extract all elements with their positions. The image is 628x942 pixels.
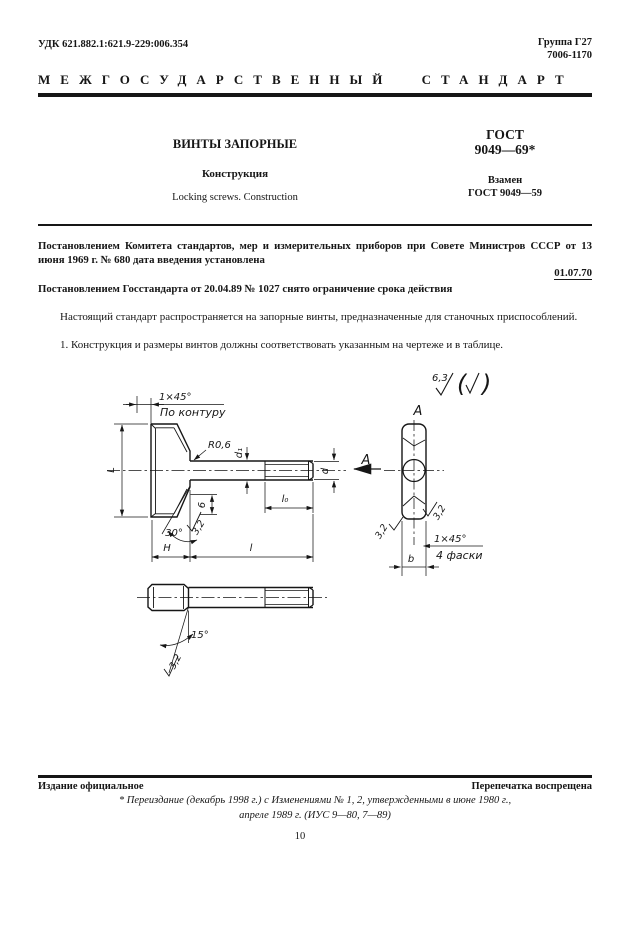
- dim-label-facets: 4 фаски: [436, 549, 483, 562]
- replaces-label: Взамен: [487, 175, 523, 186]
- decree-first: Постановлением Комитета стандартов, мер и измерительных приборов при Совете Министров СССР от 13 июня 1969 г. № 680 дата введения установлена: [38, 240, 592, 266]
- scope-paragraph: Настоящий стандарт распространяется на запорные винты, предназначенные для станочных приспособлений.: [60, 311, 578, 323]
- group-code: Группа Г27: [537, 37, 592, 48]
- side-view: [373, 404, 483, 576]
- registration-code: 7006-1170: [547, 50, 592, 61]
- dim-label-angle30: 30°: [165, 528, 183, 539]
- dim-label-six: 6: [197, 501, 208, 509]
- roughness-mark-icon: [389, 517, 403, 530]
- general-roughness: [432, 370, 491, 398]
- dim-label-chamfer4: 1×45°: [434, 534, 467, 545]
- gost-designation-word: ГОСТ: [486, 127, 524, 142]
- paren-open: (: [457, 370, 467, 398]
- main-view: [106, 392, 381, 562]
- gost-designation-number: 9049—69*: [474, 142, 536, 157]
- dim-label-contour: По контуру: [160, 406, 226, 419]
- dim-label-l0: l₀: [281, 494, 289, 505]
- no-reprint-note: Перепечатка воспрещена: [471, 781, 592, 792]
- roughness-mark-icon: [466, 373, 479, 393]
- dim-label-b: b: [407, 554, 415, 565]
- udk-number: УДК 621.882.1:621.9-229:006.354: [38, 39, 189, 50]
- footer-rule: [38, 775, 592, 778]
- view-direction-arrow: [354, 453, 381, 469]
- roughness-value: 3,2: [190, 518, 208, 537]
- dim-label-l: l: [249, 543, 253, 554]
- head-outline-top: [151, 424, 190, 461]
- dim-label-H: H: [163, 543, 171, 554]
- view-arrow-label: A: [361, 453, 371, 468]
- effective-date-value: 01.07.70: [554, 267, 592, 279]
- technical-drawing: [0, 362, 628, 697]
- clause-1: 1. Конструкция и размеры винтов должны соответствовать указанным на чертеже и в таблице.: [60, 339, 503, 351]
- bottom-view: [137, 585, 327, 677]
- standard-title-en: Locking screws. Construction: [172, 192, 298, 203]
- dim-label-chamfer: 1×45°: [159, 392, 192, 403]
- dim-label-d: d: [320, 467, 331, 475]
- roughness-value: 6,3: [432, 373, 448, 384]
- effective-date: [38, 267, 592, 279]
- revision-footnote-line2: апреле 1989 г. (ИУС 9—80, 7—89): [239, 810, 391, 821]
- view-label: A: [413, 404, 423, 419]
- angle-reference-line: [162, 486, 190, 534]
- leader-line: [194, 450, 206, 460]
- title-rule: [38, 224, 592, 226]
- dim-label-angle15: 15°: [191, 630, 209, 641]
- roughness-value: 3,2: [431, 503, 449, 522]
- standard-type-heading: МЕЖГОСУДАРСТВЕННЫЙ СТАНДАРТ: [38, 72, 574, 87]
- angle-arc: [160, 634, 193, 646]
- header-rule: [38, 93, 592, 97]
- revision-footnote-line1: * Переиздание (декабрь 1998 г.) с Изменениями № 1, 2, утвержденными в июне 1980 г.,: [118, 795, 512, 806]
- standard-title-ru: ВИНТЫ ЗАПОРНЫЕ: [172, 137, 298, 151]
- page-number: 10: [294, 831, 306, 842]
- dim-label-fillet: R0,6: [208, 440, 231, 451]
- roughness-value: 3,2: [167, 652, 185, 672]
- standard-subtitle-ru: Конструкция: [201, 168, 269, 180]
- replaced-standard: ГОСТ 9049—59: [468, 188, 542, 199]
- dim-label-L: L: [106, 467, 117, 473]
- official-edition-note: Издание официальное: [38, 781, 144, 792]
- paren-close: ): [482, 370, 492, 398]
- dim-label-d1: d₁: [234, 447, 245, 459]
- decree-second: Постановлением Госстандарта от 20.04.89 № 1027 снято ограничение срока действия: [38, 283, 453, 295]
- roughness-value: 3,2: [373, 522, 391, 541]
